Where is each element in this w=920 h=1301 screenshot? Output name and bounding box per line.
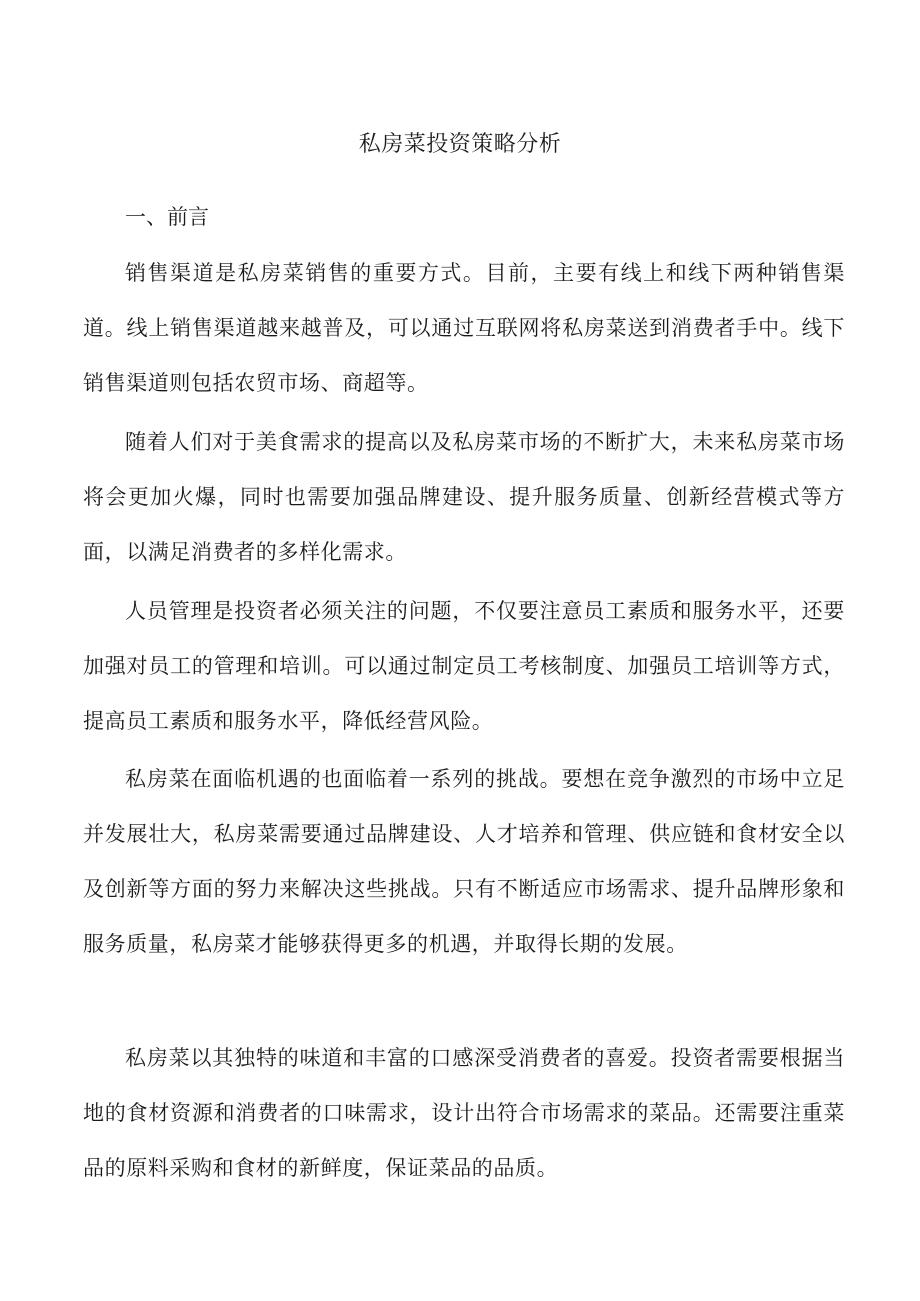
section-heading-preface: 一、前言 xyxy=(125,205,209,229)
page-title: 私房菜投资策略分析 xyxy=(358,132,562,157)
paragraph-sales-channels: 销售渠道是私房菜销售的重要方式。目前，主要有线上和线下两种销售渠道。线上销售渠道越来越普及，可以通过互联网将私房菜送到消费者手中。线下销售渠道则包括农贸市场、商超等。 xyxy=(83,261,845,395)
paragraph-staff-management: 人员管理是投资者必须关注的问题，不仅要注意员工素质和服务水平，还要加强对员工的管理和培训。可以通过制定员工考核制度、加强员工培训等方式，提高员工素质和服务水平，降低经营风险。 xyxy=(83,599,845,733)
paragraph-challenges: 私房菜在面临机遇的也面临着一系列的挑战。要想在竞争激烈的市场中立足并发展壮大，私房菜需要通过品牌建设、人才培养和管理、供应链和食材安全以及创新等方面的努力来解决这些挑战。只有不断适应市场需求、提升品牌形象和服务质量，私房菜才能够获得更多的机遇，并取得长期的发展。 xyxy=(83,767,845,956)
paragraph-market-outlook: 随着人们对于美食需求的提高以及私房菜市场的不断扩大，未来私房菜市场将会更加火爆，同时也需要加强品牌建设、提升服务质量、创新经营模式等方面，以满足消费者的多样化需求。 xyxy=(83,430,845,564)
paragraph-dishes-quality: 私房菜以其独特的味道和丰富的口感深受消费者的喜爱。投资者需要根据当地的食材资源和消费者的口味需求，设计出符合市场需求的菜品。还需要注重菜品的原料采购和食材的新鲜度，保证菜品的品质。 xyxy=(83,1046,845,1180)
